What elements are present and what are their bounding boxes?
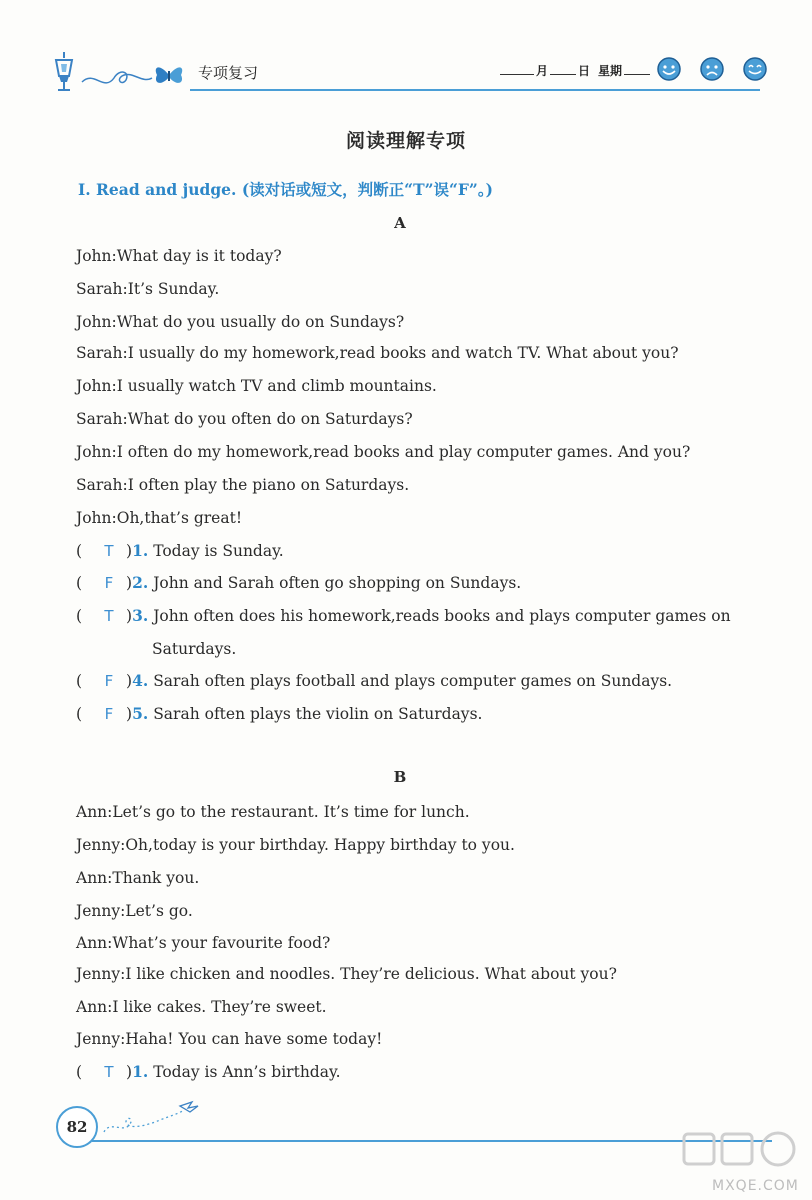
page-title: 阅读理解专项: [345, 130, 466, 152]
question-item: ( F )4. Sarah often plays football and plays computer games on Sundays.: [76, 671, 673, 690]
dialogue-line: Ann:What’s your favourite food?: [76, 934, 331, 952]
answer-blank[interactable]: T: [104, 542, 114, 560]
dialogue-line: Sarah:I usually do my homework,read books and watch TV. What about you?: [76, 344, 679, 362]
answer-blank[interactable]: T: [104, 607, 114, 625]
part-b-heading: B: [393, 768, 407, 786]
question-item: ( T )1. Today is Sunday.: [76, 541, 284, 560]
dialogue-line: Jenny:Haha! You can have some today!: [76, 1030, 383, 1048]
date-fields: [500, 62, 650, 79]
month-label: 月: [536, 64, 549, 78]
dialogue-line: Jenny:Let’s go.: [76, 902, 193, 920]
dialogue-line: John:I usually watch TV and climb mountains.: [76, 377, 437, 395]
day-label: 日: [578, 64, 591, 78]
dialogue-line: Sarah:I often play the piano on Saturdays.: [76, 476, 410, 494]
mood-faces: [656, 56, 780, 82]
sad-face-icon[interactable]: [699, 56, 725, 82]
decorative-bird-swirl-icon: [100, 1094, 210, 1138]
question-item: ( F )2. John and Sarah often go shopping on Sundays.: [76, 573, 522, 592]
answer-blank[interactable]: F: [104, 574, 114, 592]
watermark-logo-icon: [680, 1128, 800, 1178]
instruction-heading: Ⅰ. Read and judge. (读对话或短文，判断正“T”误“F”。): [78, 180, 493, 199]
dialogue-line: Sarah:It’s Sunday.: [76, 280, 220, 298]
part-a-heading: A: [394, 214, 406, 232]
dialogue-line: Ann:I like cakes. They’re sweet.: [76, 998, 327, 1016]
dialogue-line: Sarah:What do you often do on Saturdays?: [76, 410, 413, 428]
dialogue-line: John:What do you usually do on Sundays?: [76, 313, 405, 331]
butterfly-icon: [153, 63, 185, 87]
answer-blank[interactable]: T: [104, 1063, 114, 1081]
dialogue-line: John:I often do my homework,read books and play computer games. And you?: [76, 443, 691, 461]
dialogue-line: John:Oh,that’s great!: [76, 509, 243, 527]
dialogue-line: John:What day is it today?: [76, 247, 282, 265]
section-label: 专项复习: [198, 64, 259, 82]
watermark-text: MXQE.COM: [712, 1178, 799, 1194]
page-number: 82: [56, 1106, 98, 1148]
day-blank[interactable]: [550, 74, 576, 75]
question-item: ( T )3. John often does his homework,reads books and plays computer games on: [76, 606, 731, 625]
header-rule: [190, 89, 760, 91]
question-item: ( T )1. Today is Ann’s birthday.: [76, 1062, 341, 1081]
smile-face-icon[interactable]: [742, 56, 768, 82]
weekday-label: 星期: [598, 64, 623, 78]
dialogue-line: Jenny:Oh,today is your birthday. Happy birthday to you.: [76, 836, 515, 854]
answer-blank[interactable]: F: [104, 705, 114, 723]
lamp-icon: [50, 50, 78, 94]
dialogue-line: Ann:Thank you.: [76, 869, 200, 887]
answer-blank[interactable]: F: [104, 672, 114, 690]
month-blank[interactable]: [500, 74, 534, 75]
footer-rule: [92, 1140, 772, 1142]
question-continuation: Saturdays.: [152, 640, 237, 658]
happy-face-icon[interactable]: [656, 56, 682, 82]
weekday-blank[interactable]: [624, 74, 650, 75]
page-header: [0, 0, 812, 110]
dialogue-line: Ann:Let’s go to the restaurant. It’s time for lunch.: [76, 803, 470, 821]
dialogue-line: Jenny:I like chicken and noodles. They’re delicious. What about you?: [76, 965, 617, 983]
question-item: ( F )5. Sarah often plays the violin on Saturdays.: [76, 704, 483, 723]
decorative-swirl-icon: [80, 62, 154, 92]
